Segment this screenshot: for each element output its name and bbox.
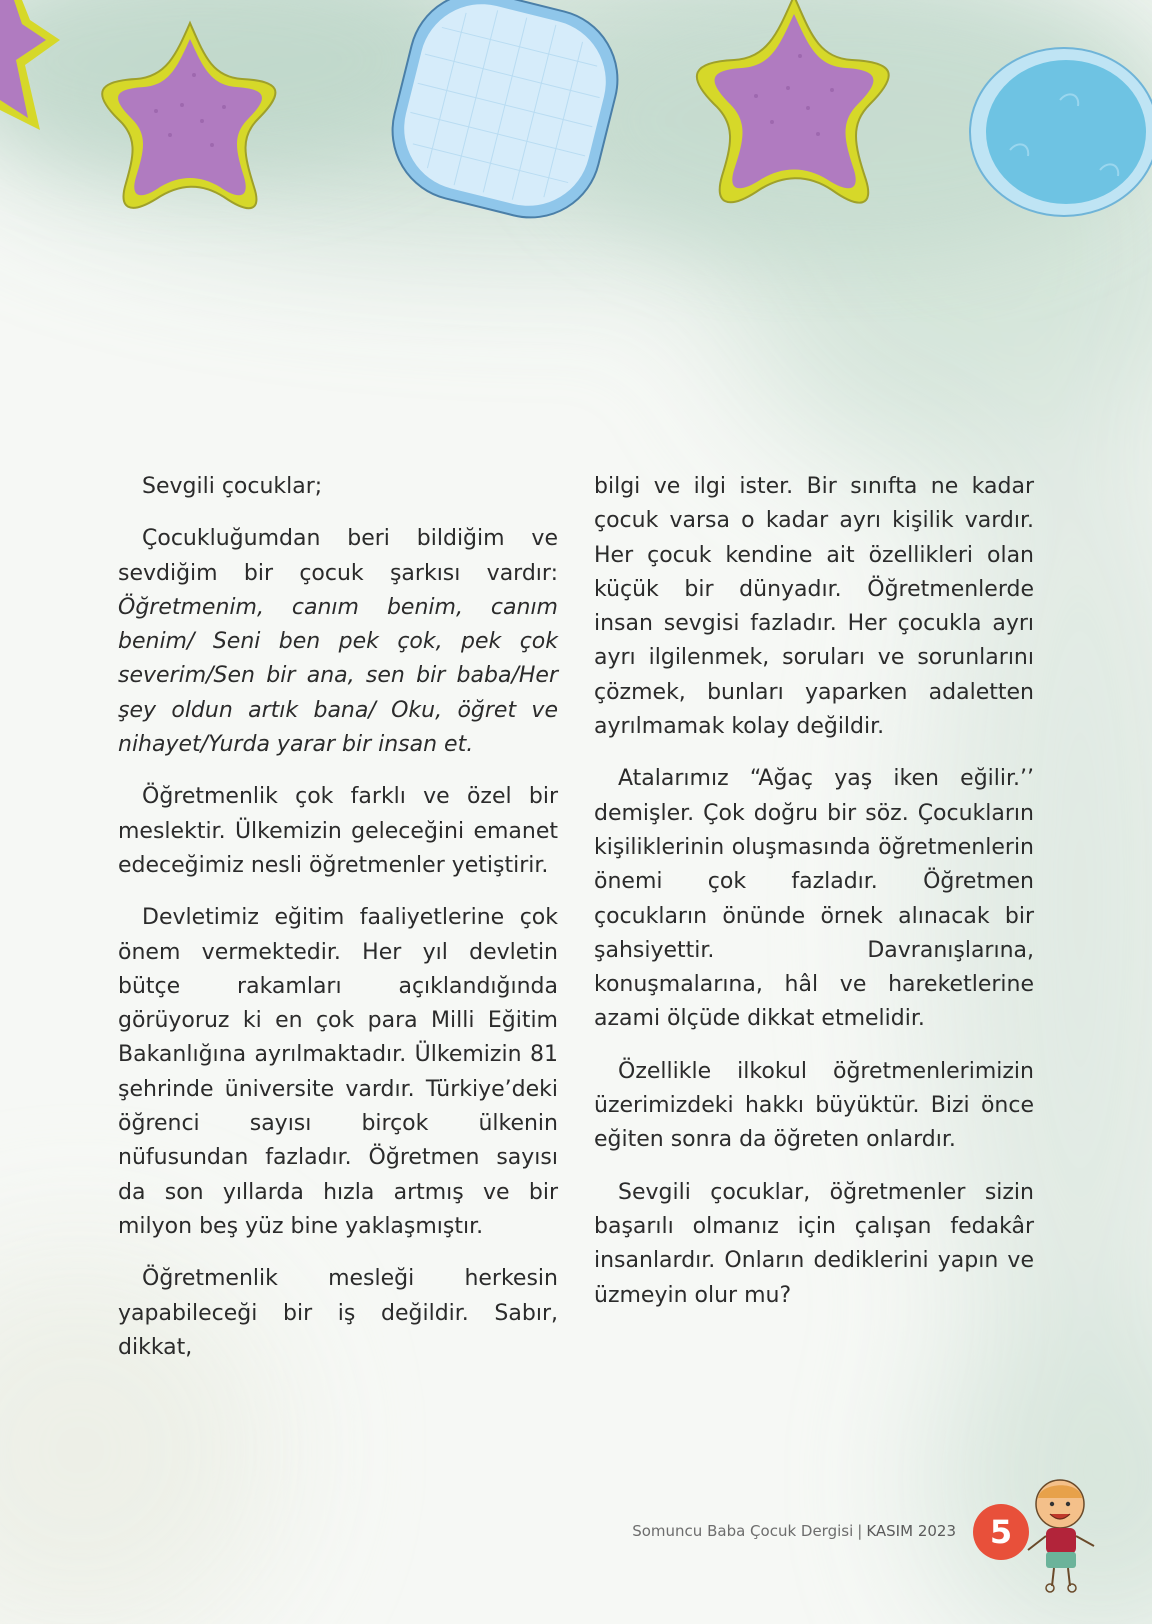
- left-column: [118, 470, 558, 1383]
- greeting: Sevgili çocuklar;: [142, 474, 323, 499]
- blue-square-pool-icon: [378, 0, 633, 232]
- song-lyrics: Öğretmenim, canım benim, canım benim/ Seni ben pek çok, pek çok severim/Sen bir ana, sen bir baba/Her şey oldun artık bana/ Oku, öğret ve nihayet/Yurda yarar bir insan et.: [118, 594, 558, 758]
- top-decorations: [0, 0, 1152, 240]
- starfish-icon: [697, 0, 889, 203]
- paragraph: Devletimiz eğitim faaliyetlerine çok önem vermektedir. Her yıl devletin bütçe rakamları açıklandığında görüyoruz ki en çok para Milli Eğitim Bakanlığına ayrılmaktadır. Ülkemizin 81 şehrinde üniversite vardır. Türkiye’deki öğrenci sayısı birçok ülkenin nüfusundan fazladır. Öğretmen sayısı da son yıllarda hızla artmış ve bir milyon beş yüz bine yaklaşmıştır.: [118, 905, 558, 1239]
- magazine-name: Somuncu Baba Çocuk Dergisi: [632, 1522, 854, 1540]
- paragraph: Öğretmenlik mesleği herkesin yapabileceği bir iş değildir. Sabır, dikkat,: [118, 1266, 558, 1360]
- paragraph: Atalarımız “Ağaç yaş iken eğilir.’’ demişler. Çok doğru bir söz. Çocukların kişiliklerinin oluşmasında öğretmenlerin önemi çok fazladır. Öğretmen çocukların önünde örnek alınacak bir şahsiyettir. Davranışlarına, konuşmalarına, hâl ve hareketlerine azami ölçüde dikkat etmelidir.: [594, 766, 1034, 1032]
- blue-round-pool-icon: [970, 48, 1152, 216]
- issue-date: KASIM 2023: [866, 1522, 956, 1540]
- paragraph: Çocukluğumdan beri bildiğim ve sevdiğim bir çocuk şarkısı vardır: Öğretmenim, canım benim, canım benim/ Seni ben pek çok, pek çok severim/Sen bir ana, sen bir baba/Her şey oldun artık bana/ Oku, öğret ve nihayet/Yurda yarar bir insan et.: [118, 526, 558, 758]
- footer-separator: |: [857, 1522, 863, 1540]
- paragraph: Özellikle ilkokul öğretmenlerimizin üzerimizdeki hakkı büyüktür. Bizi önce eğiten sonra da öğreten onlardır.: [594, 1058, 1034, 1153]
- paragraph: Öğretmenlik çok farklı ve özel bir meslektir. Ülkemizin geleceğini emanet edeceğimiz nesli öğretmenler yetiştirir.: [118, 784, 558, 878]
- starfish-icon: [0, 0, 60, 130]
- footer: [632, 1522, 956, 1540]
- right-column: [594, 470, 1034, 1331]
- starfish-icon: [102, 23, 275, 208]
- page-number-badge: 5: [973, 1504, 1029, 1560]
- cartoon-boy-icon: [1022, 1476, 1102, 1594]
- paragraph-continued: bilgi ve ilgi ister. Bir sınıfta ne kadar çocuk varsa o kadar ayrı kişilik vardır. Her çocuk kendine ait özellikleri olan küçük bir dünyadır. Öğretmenlerde insan sevgisi fazladır. Her çocukla ayrı ayrı ilgilenmek, soruları ve sorunlarını çözmek, bunları yaparken adaletten ayrılmamak kolay değildir.: [594, 474, 1034, 740]
- paragraph: Sevgili çocuklar, öğretmenler sizin başarılı olmanız için çalışan fedakâr insanlardır. Onların dediklerini yapın ve üzmeyin olur mu?: [594, 1179, 1034, 1308]
